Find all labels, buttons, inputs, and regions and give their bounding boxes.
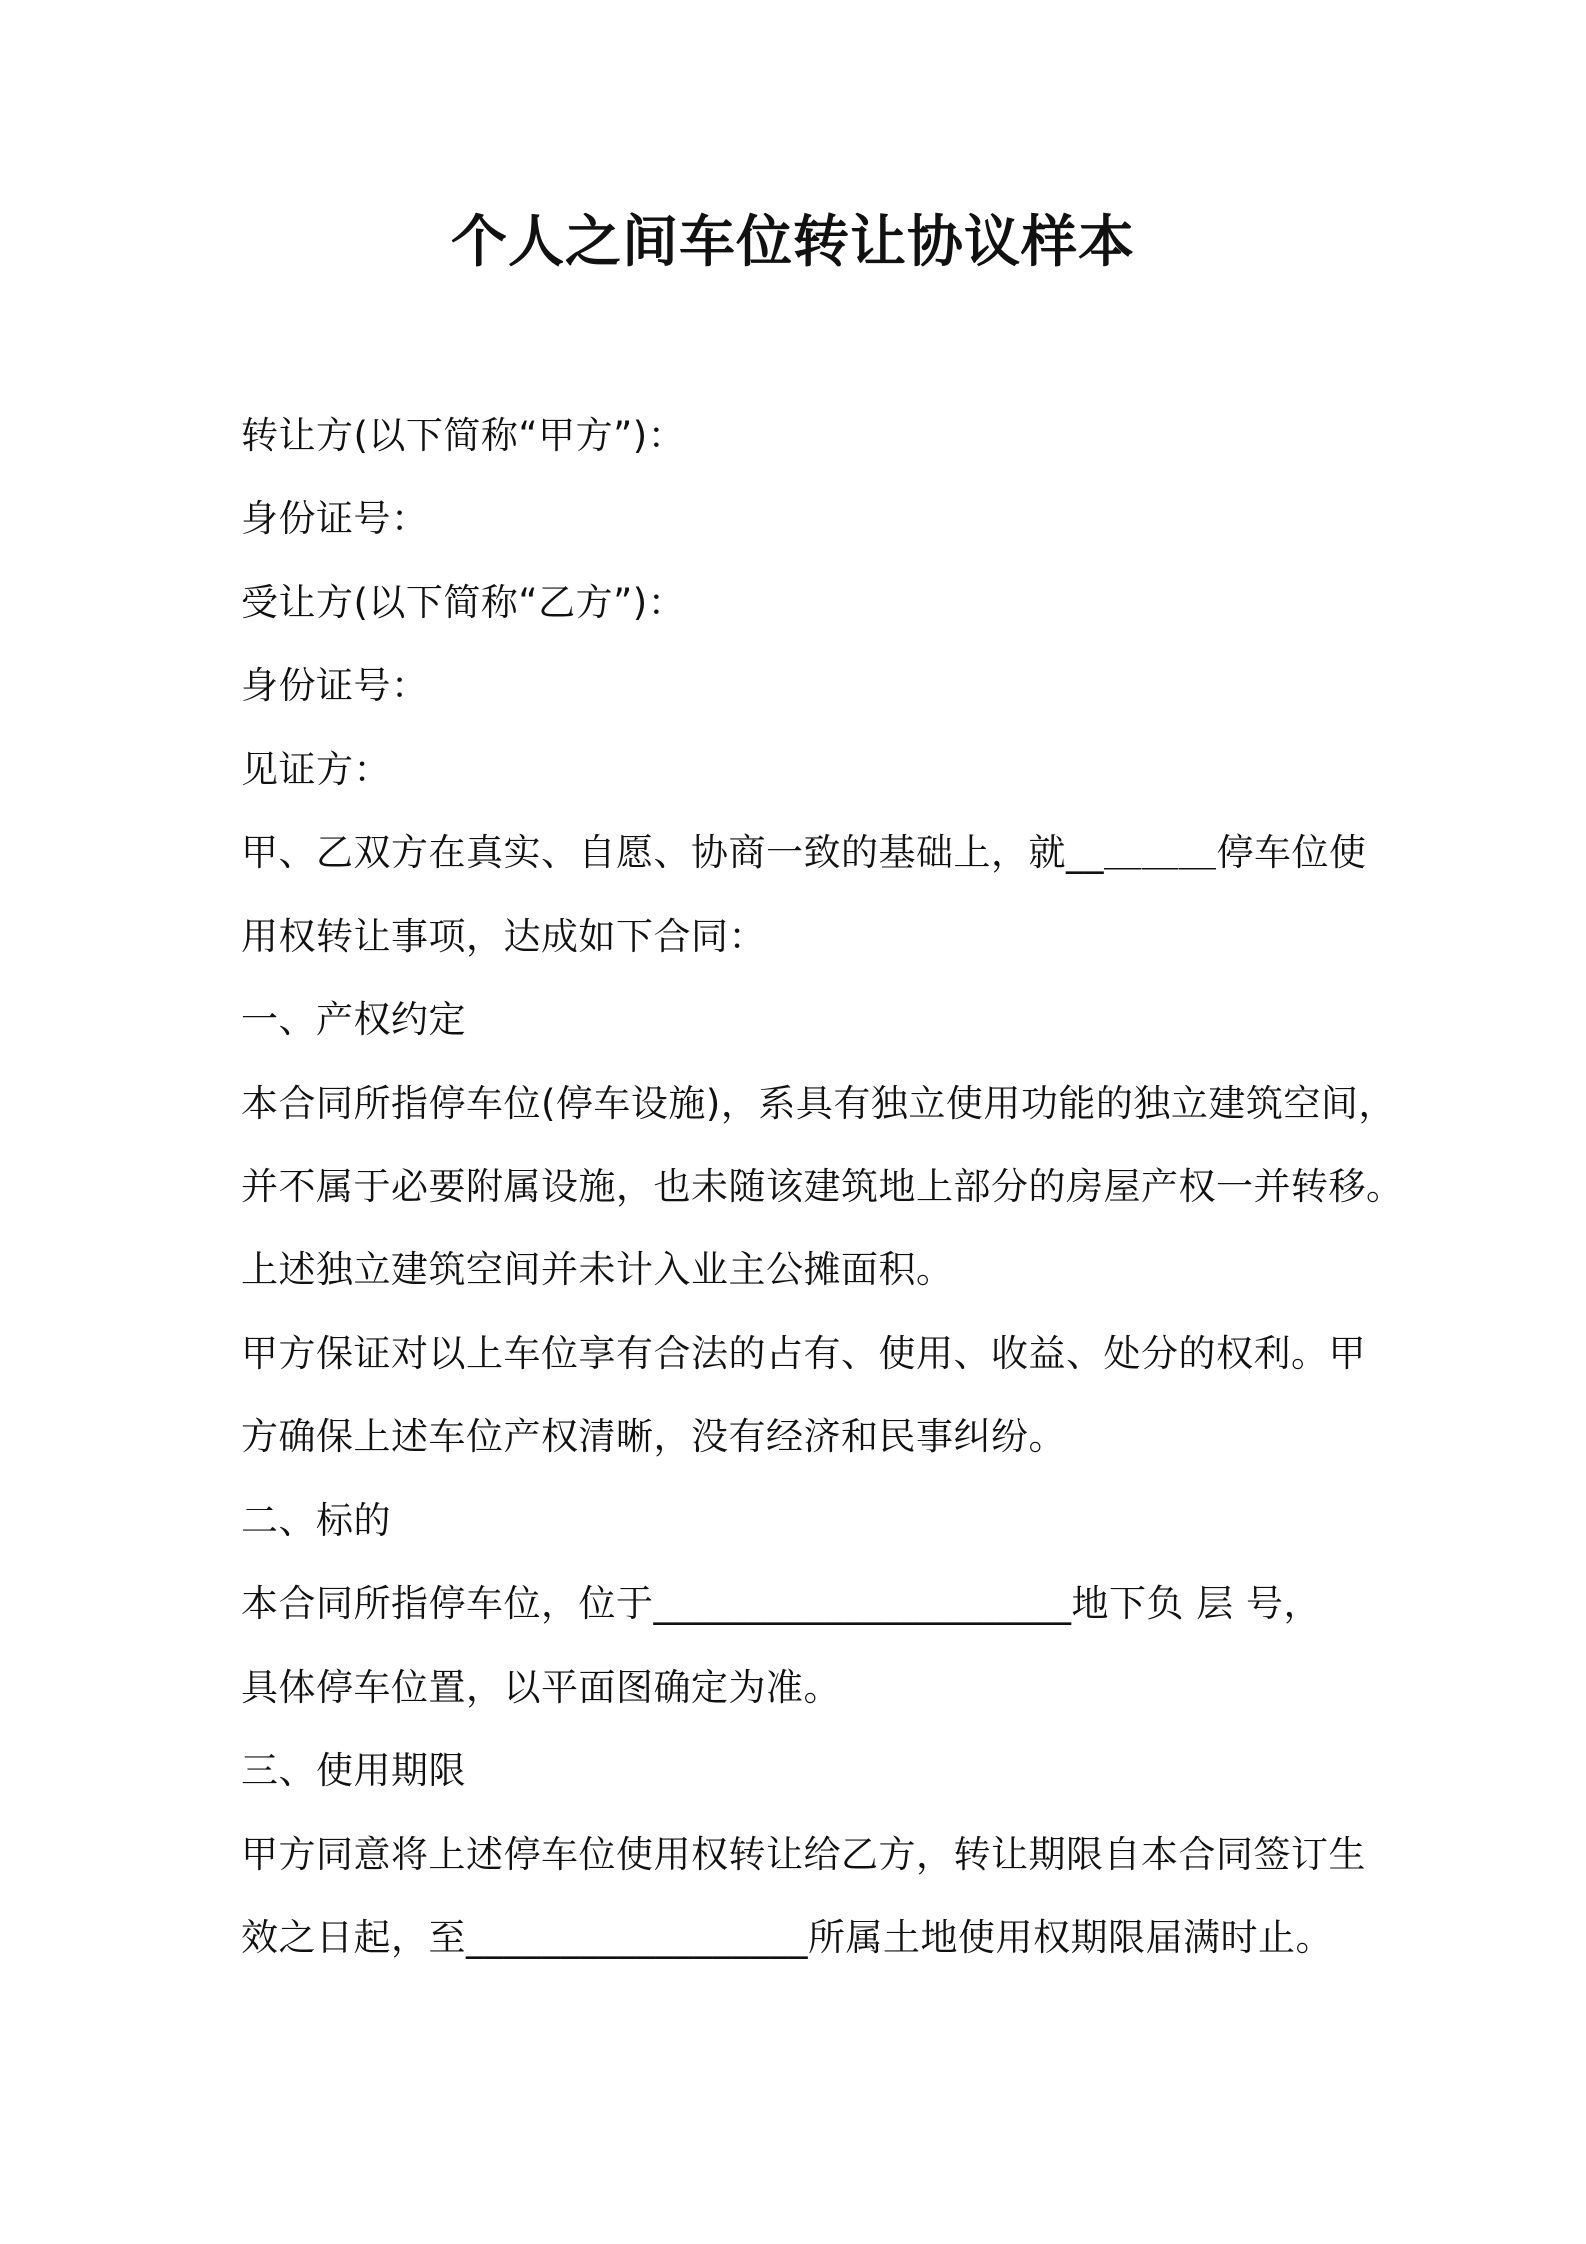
party-b-line: 受让方(以下简称“乙方”)： bbox=[241, 581, 686, 624]
witness-line: 见证方： bbox=[241, 748, 391, 791]
preamble-line-2: 用权转让事项，达成如下合同： bbox=[241, 915, 766, 958]
section-1-line-5: 方确保上述车位产权清晰，没有经济和民事纠纷。 bbox=[241, 1415, 1066, 1458]
section-2-line-2: 具体停车位置，以平面图确定为准。 bbox=[241, 1666, 841, 1709]
section-1-line-4: 甲方保证对以上车位享有合法的占有、使用、收益、处分的权利。甲 bbox=[241, 1332, 1366, 1375]
section-1-line-2: 并不属于必要附属设施，也未随该建筑地上部分的房屋产权一并转移。 bbox=[241, 1165, 1404, 1208]
document-title: 个人之间车位转让协议样本 bbox=[451, 210, 1135, 275]
section-3-line-1: 甲方同意将上述停车位使用权转让给乙方，转让期限自本合同签订生 bbox=[241, 1833, 1366, 1876]
preamble-line-1: 甲、乙双方在真实、自愿、协商一致的基础上，就__＿＿＿停车位使 bbox=[241, 831, 1367, 874]
section-1-line-3: 上述独立建筑空间并未计入业主公摊面积。 bbox=[241, 1248, 954, 1291]
party-a-line: 转让方(以下简称“甲方”)： bbox=[241, 414, 686, 457]
section-1-line-1: 本合同所指停车位(停车设施)，系具有独立使用功能的独立建筑空间， bbox=[241, 1082, 1396, 1125]
section-3-line-2: 效之日起，至__________________所属土地使用权期限届满时止。 bbox=[241, 1916, 1333, 1959]
party-a-id-line: 身份证号： bbox=[241, 497, 429, 540]
section-heading-2: 二、标的 bbox=[241, 1499, 391, 1542]
party-b-id-line: 身份证号： bbox=[241, 664, 429, 707]
section-heading-1: 一、产权约定 bbox=[241, 998, 466, 1041]
section-heading-3: 三、使用期限 bbox=[241, 1749, 466, 1792]
section-2-line-1: 本合同所指停车位，位于______________________地下负 层 号， bbox=[241, 1582, 1322, 1625]
